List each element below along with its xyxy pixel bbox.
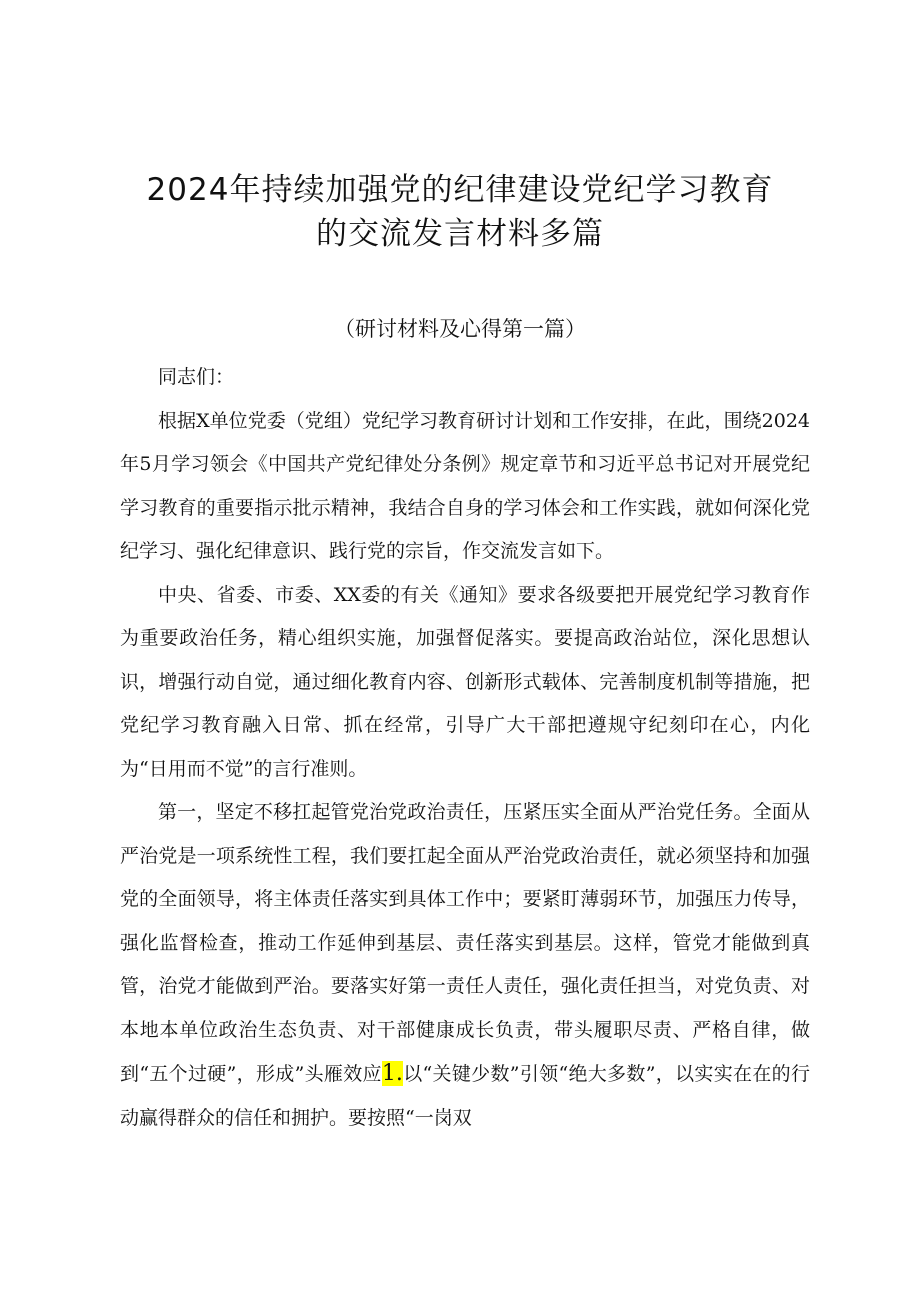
paragraph-1: 根据X单位党委（党组）党纪学习教育研讨计划和工作安排，在此，围绕2024年5月学习领会《中国共产党纪律处分条例》规定章节和习近平总书记对开展党纪学习教育的重要指示批示精神，我结合自身的学习体会和工作实践，就如何深化党纪学习、强化纪律意识、践行党的宗旨，作交流发言如下。 xyxy=(120,409,810,562)
paragraph-3 xyxy=(120,791,810,1140)
highlighted-marker: 1. xyxy=(381,1061,403,1086)
document-body xyxy=(120,356,810,1140)
paragraph-3-text-a: 第一，坚定不移扛起管党治党政治责任，压紧压实全面从严治党任务。全面从严治党是一项系统性工程，我们要扛起全面从严治党政治责任，就必须坚持和加强党的全面领导，将主体责任落实到具体工作中；要紧盯薄弱环节，加强压力传导，强化监督检查，推动工作延伸到基层、责任落实到基层。这样，管党才能做到真管，治党才能做到严治。要落实好第一责任人责任，强化责任担当，对党负责、对本地本单位政治生态负责、对干部健康成长负责，带头履职尽责、严格自律，做到“五个过硬”，形成”头雁效应 xyxy=(120,801,810,1085)
document-title xyxy=(90,168,830,256)
paragraph-2: 中央、省委、市委、XX委的有关《通知》要求各级要把开展党纪学习教育作为重要政治任务，精心组织实施，加强督促落实。要提高政治站位，深化思想认识，增强行动自觉，通过细化教育内容、创新形式载体、完善制度机制等措施，把党纪学习教育融入日常、抓在经常，引导广大干部把遵规守纪刻印在心，内化为“日用而不觉”的言行准则。 xyxy=(120,583,810,780)
title-line-1: 2024年持续加强党的纪律建设党纪学习教育 xyxy=(146,172,774,208)
title-line-2: 的交流发言材料多篇 xyxy=(316,216,604,252)
document-subtitle: （研讨材料及心得第一篇） xyxy=(334,317,586,341)
paragraph-3-text-b: 以“关键少数”引领“绝大多数”，以实实在在的行动赢得群众的信任和拥护。要按照“一岗双 xyxy=(120,1063,810,1129)
salutation: 同志们： xyxy=(158,366,235,388)
